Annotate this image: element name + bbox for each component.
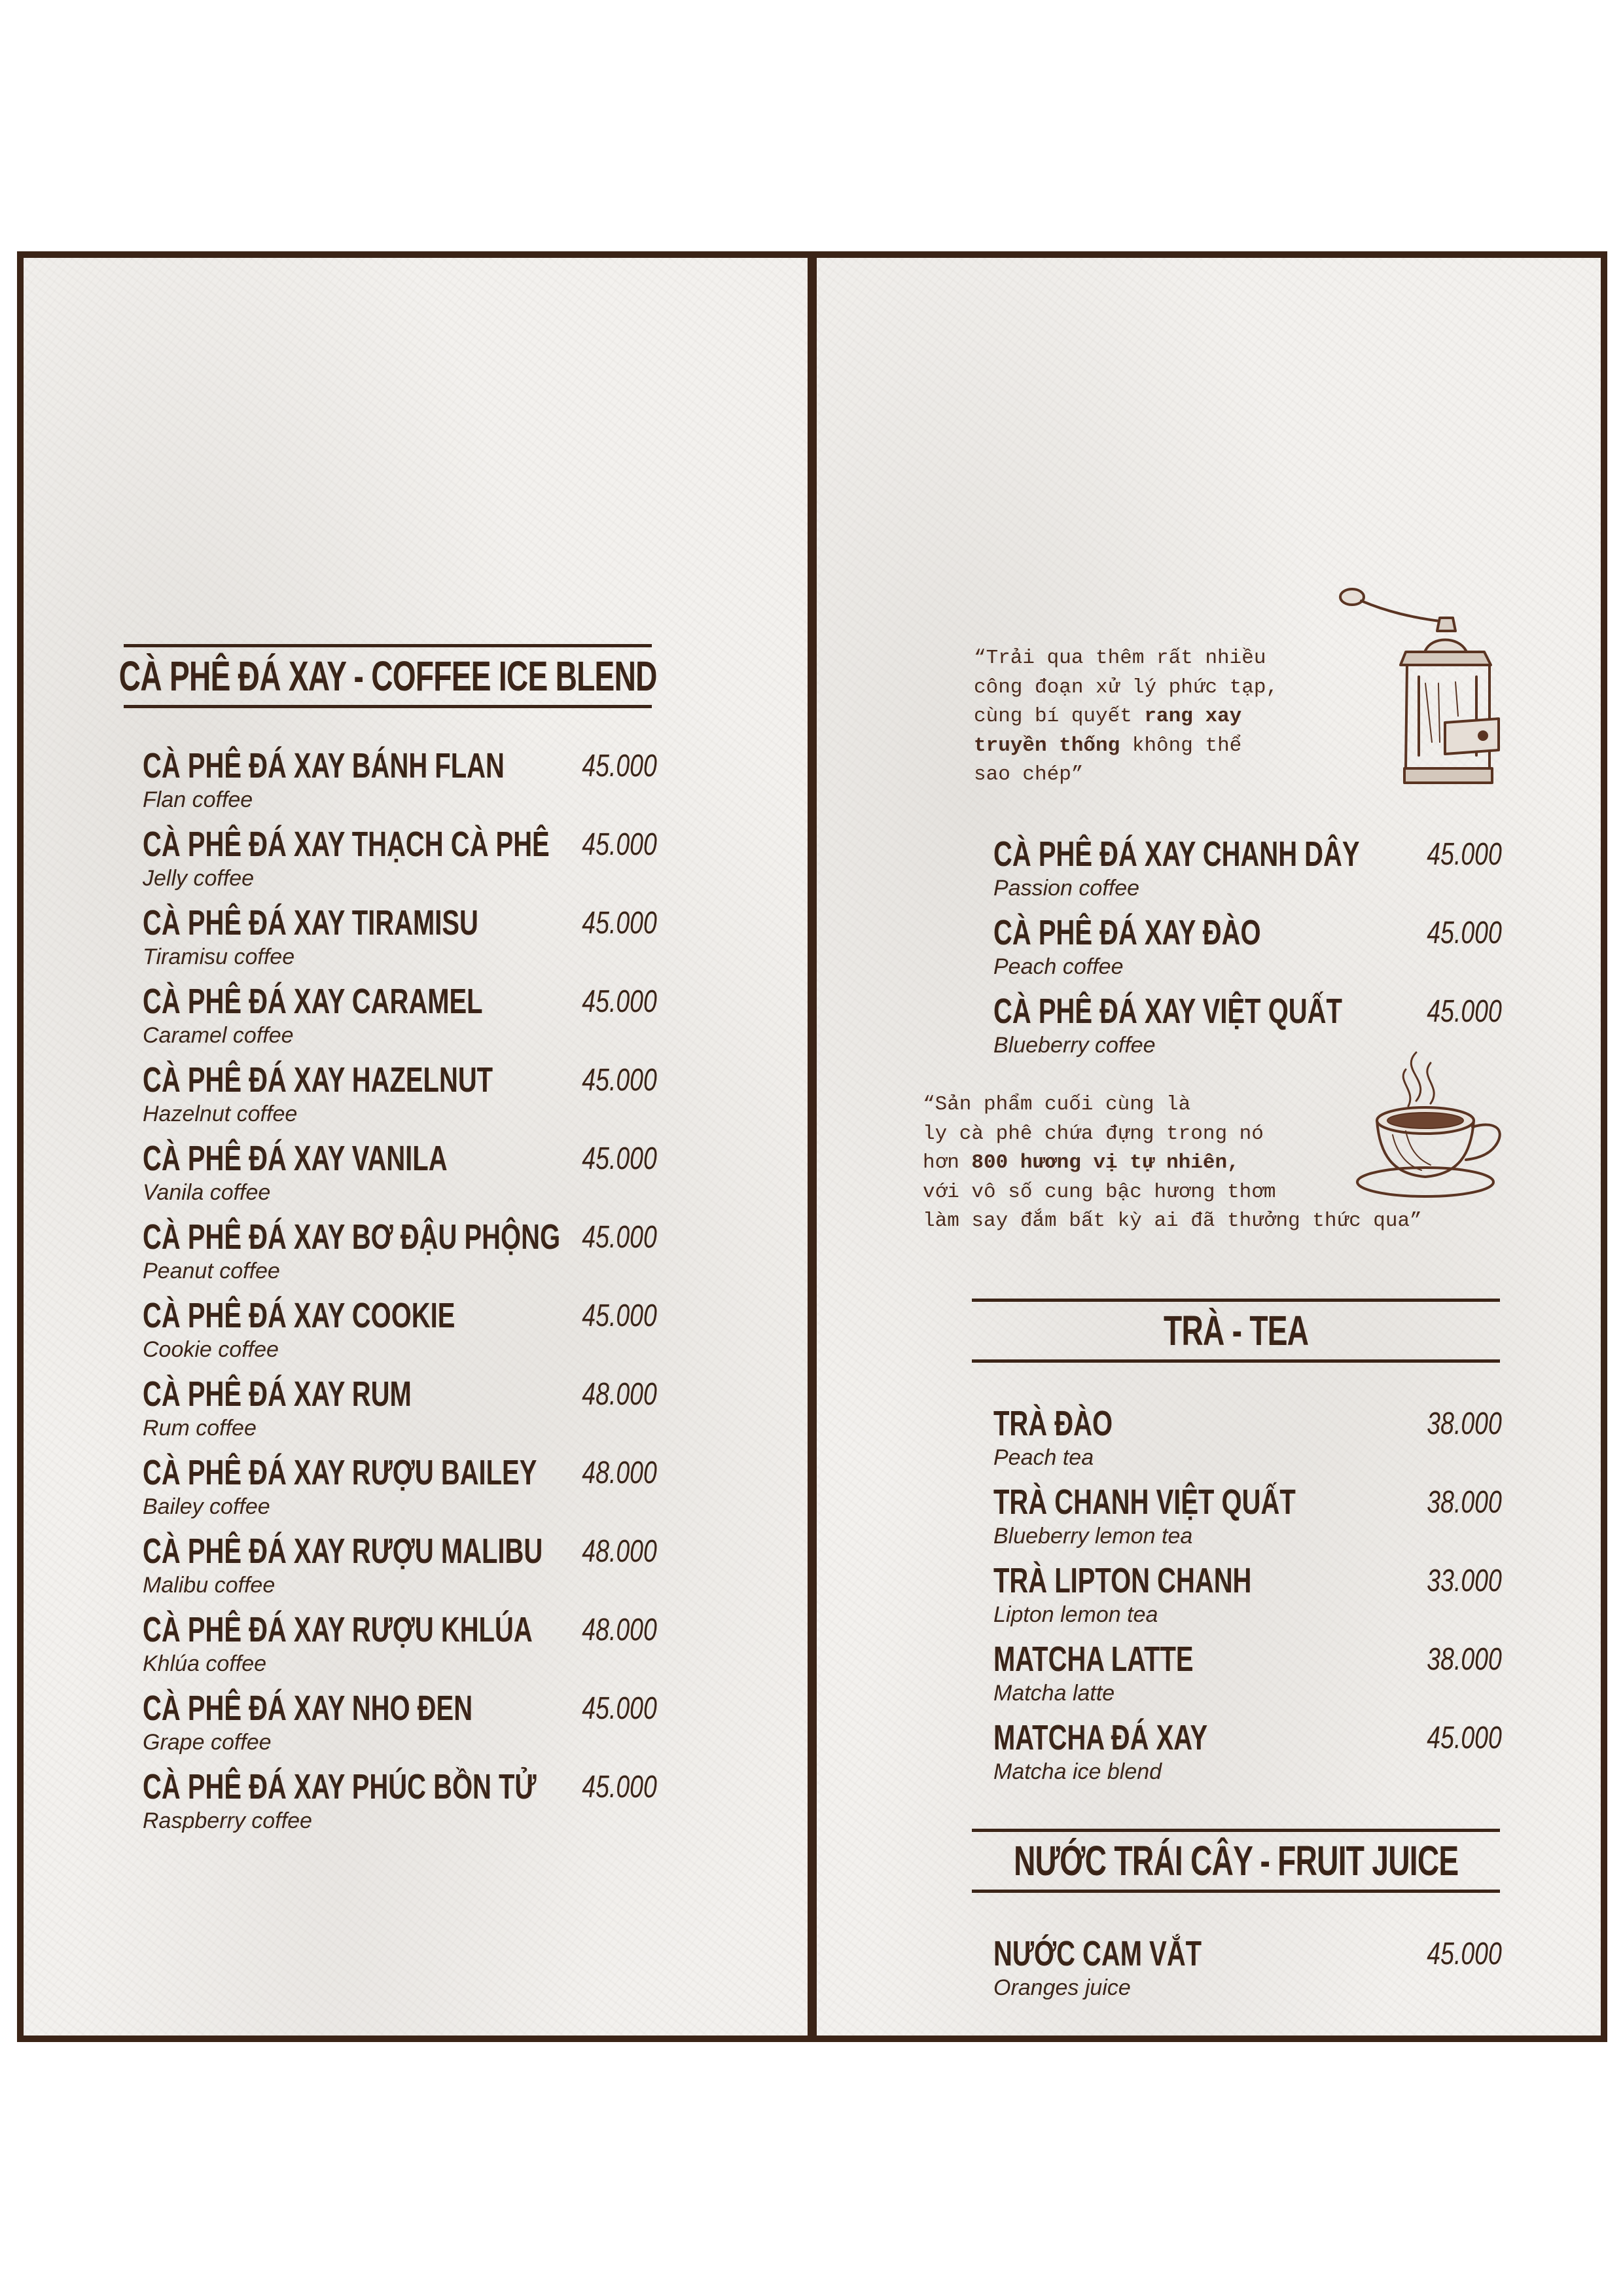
item-english-name: Blueberry lemon tea (993, 1524, 1193, 1549)
item-english-name: Cookie coffee (143, 1337, 279, 1362)
menu-item (993, 1639, 1502, 1717)
menu-item (143, 1374, 657, 1452)
quote-line: “Trải qua thêm rất nhiều (974, 647, 1266, 670)
item-price: 38.000 (1427, 1485, 1502, 1520)
menu-item (143, 1295, 657, 1374)
item-english-name: Blueberry coffee (993, 1033, 1156, 1058)
coffee-ice-blend-list-continued (993, 834, 1502, 1069)
item-english-name: Raspberry coffee (143, 1808, 312, 1833)
menu-item (143, 824, 657, 903)
item-english-name: Khlúa coffee (143, 1651, 267, 1676)
quote-line: với vô số cung bậc hương thơm (923, 1180, 1276, 1204)
item-english-name: Malibu coffee (143, 1573, 276, 1598)
section-title: TRÀ - TEA (1163, 1307, 1309, 1354)
item-name: TRÀ LIPTON CHANH (993, 1561, 1252, 1600)
menu-page-right (810, 251, 1607, 2042)
item-price: 45.000 (582, 827, 657, 862)
item-english-name: Oranges juice (993, 1975, 1131, 2000)
item-price: 45.000 (582, 1299, 657, 1333)
steaming-coffee-cup-illustration (1353, 1043, 1524, 1207)
menu-item (993, 1403, 1502, 1482)
item-name: CÀ PHÊ ĐÁ XAY COOKIE (143, 1296, 455, 1335)
item-name: TRÀ ĐÀO (993, 1404, 1113, 1443)
item-name: CÀ PHÊ ĐÁ XAY RƯỢU KHLÚA (143, 1610, 533, 1649)
item-name: MATCHA ĐÁ XAY (993, 1718, 1208, 1757)
menu-item (143, 1767, 657, 1845)
item-price: 45.000 (582, 1141, 657, 1176)
item-english-name: Vanila coffee (143, 1180, 271, 1205)
item-price: 45.000 (582, 749, 657, 783)
item-english-name: Peach tea (993, 1445, 1094, 1470)
item-english-name: Matcha latte (993, 1681, 1115, 1706)
item-price: 45.000 (582, 1691, 657, 1726)
item-english-name: Peach coffee (993, 954, 1124, 979)
quote-line: công đoạn xử lý phức tạp, (974, 675, 1279, 699)
item-name: CÀ PHÊ ĐÁ XAY PHÚC BỒN TỬ (143, 1767, 537, 1806)
item-price: 45.000 (582, 1770, 657, 1804)
menu-item (993, 1717, 1502, 1796)
item-name: CÀ PHÊ ĐÁ XAY RUM (143, 1374, 412, 1414)
item-price: 45.000 (1427, 994, 1502, 1029)
item-price: 48.000 (582, 1377, 657, 1412)
item-price: 45.000 (1427, 1721, 1502, 1755)
item-price: 48.000 (582, 1456, 657, 1490)
item-name: CÀ PHÊ ĐÁ XAY BÁNH FLAN (143, 746, 505, 785)
coffee-ice-blend-list (143, 745, 657, 1845)
item-name: CÀ PHÊ ĐÁ XAY THẠCH CÀ PHÊ (143, 825, 550, 864)
item-price: 33.000 (1427, 1564, 1502, 1598)
menu-item (143, 1609, 657, 1688)
menu-item (993, 1482, 1502, 1560)
quote-line: sao chép” (974, 763, 1084, 786)
item-english-name: Rum coffee (143, 1416, 257, 1441)
menu-item (143, 1688, 657, 1767)
quote-line: cùng bí quyết (974, 705, 1145, 728)
quote-line: “Sản phẩm cuối cùng là (923, 1093, 1191, 1116)
item-english-name: Matcha ice blend (993, 1759, 1162, 1784)
menu-item (993, 1933, 1502, 2012)
menu-item (143, 1531, 657, 1609)
item-english-name: Passion coffee (993, 876, 1140, 901)
item-name: CÀ PHÊ ĐÁ XAY VIỆT QUẤT (993, 992, 1342, 1031)
item-price: 45.000 (582, 906, 657, 941)
item-price: 45.000 (1427, 916, 1502, 950)
quote-roasting (974, 644, 1278, 790)
item-price: 45.000 (582, 984, 657, 1019)
section-header-fruit-juice (972, 1829, 1500, 1893)
coffee-grinder-illustration (1327, 579, 1524, 808)
item-price: 45.000 (1427, 837, 1502, 872)
item-english-name: Caramel coffee (143, 1023, 294, 1048)
quote-line: không thể (1120, 734, 1242, 757)
item-english-name: Bailey coffee (143, 1494, 270, 1519)
item-english-name: Jelly coffee (143, 866, 255, 891)
quote-emphasis: truyền thống (974, 734, 1120, 757)
item-name: CÀ PHÊ ĐÁ XAY HAZELNUT (143, 1060, 493, 1100)
item-english-name: Tiramisu coffee (143, 944, 295, 969)
item-price: 48.000 (582, 1613, 657, 1647)
item-name: CÀ PHÊ ĐÁ XAY TIRAMISU (143, 903, 478, 942)
item-price: 38.000 (1427, 1642, 1502, 1677)
menu-page-left (17, 251, 814, 2042)
section-title: CÀ PHÊ ĐÁ XAY - COFFEE ICE BLEND (118, 653, 657, 700)
quote-emphasis: rang xay (1144, 705, 1242, 728)
item-name: CÀ PHÊ ĐÁ XAY RƯỢU MALIBU (143, 1532, 543, 1571)
section-title: NƯỚC TRÁI CÂY - FRUIT JUICE (1013, 1837, 1459, 1884)
quote-line: hơn (923, 1151, 972, 1174)
menu-item (993, 834, 1502, 912)
item-name: CÀ PHÊ ĐÁ XAY BƠ ĐẬU PHỘNG (143, 1217, 561, 1257)
menu-item (993, 1560, 1502, 1639)
item-name: CÀ PHÊ ĐÁ XAY CARAMEL (143, 982, 483, 1021)
item-english-name: Grape coffee (143, 1730, 272, 1755)
menu-item (143, 903, 657, 981)
item-name: CÀ PHÊ ĐÁ XAY VANILA (143, 1139, 448, 1178)
menu-item (143, 1452, 657, 1531)
item-english-name: Flan coffee (143, 787, 253, 812)
item-price: 45.000 (582, 1063, 657, 1098)
quote-line: ly cà phê chứa đựng trong nó (923, 1122, 1264, 1145)
tea-list (993, 1403, 1502, 1796)
menu-item (143, 981, 657, 1060)
item-name: CÀ PHÊ ĐÁ XAY NHO ĐEN (143, 1689, 473, 1728)
item-price: 45.000 (582, 1220, 657, 1255)
item-price: 48.000 (582, 1534, 657, 1569)
fruit-juice-list (993, 1933, 1502, 2012)
section-header-tea (972, 1299, 1500, 1363)
item-name: MATCHA LATTE (993, 1640, 1194, 1679)
item-name: CÀ PHÊ ĐÁ XAY ĐÀO (993, 913, 1261, 952)
menu-item (143, 745, 657, 824)
quote-line: làm say đắm bất kỳ ai đã thưởng thức qua” (923, 1210, 1422, 1232)
item-english-name: Peanut coffee (143, 1259, 280, 1283)
item-name: TRÀ CHANH VIỆT QUẤT (993, 1482, 1296, 1522)
quote-flavors (923, 1090, 1422, 1236)
menu-item (143, 1138, 657, 1217)
quote-emphasis: 800 hương vị tự nhiên, (971, 1151, 1240, 1174)
item-name: NƯỚC CAM VẮT (993, 1934, 1202, 1973)
item-price: 45.000 (1427, 1937, 1502, 1971)
menu-item (143, 1060, 657, 1138)
item-english-name: Hazelnut coffee (143, 1102, 298, 1126)
menu-item (143, 1217, 657, 1295)
item-english-name: Lipton lemon tea (993, 1602, 1158, 1627)
item-price: 38.000 (1427, 1407, 1502, 1441)
section-header-coffee-ice-blend (118, 644, 657, 708)
item-name: CÀ PHÊ ĐÁ XAY CHANH DÂY (993, 834, 1360, 874)
menu-item (993, 912, 1502, 991)
item-name: CÀ PHÊ ĐÁ XAY RƯỢU BAILEY (143, 1453, 537, 1492)
